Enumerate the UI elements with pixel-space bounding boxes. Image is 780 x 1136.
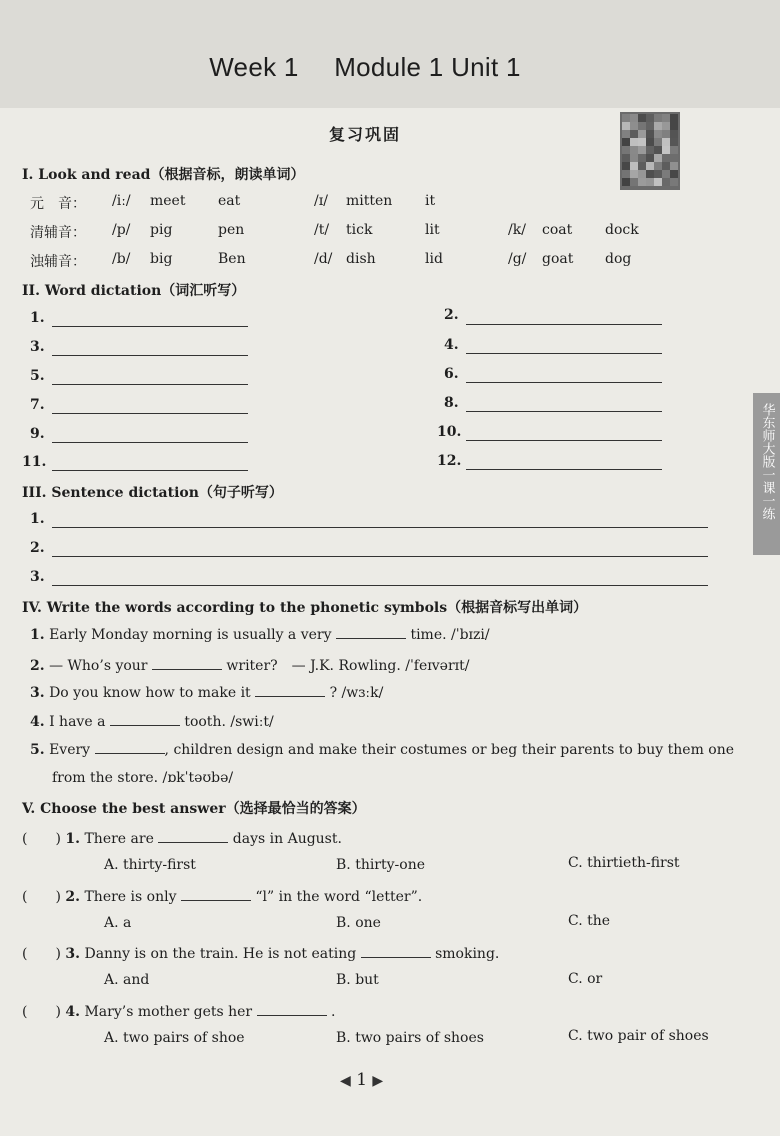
answer-line[interactable] (466, 353, 662, 354)
qr-cell (638, 170, 646, 178)
question-text: Do you know how to make it (49, 685, 251, 701)
qr-cell (622, 130, 630, 138)
dictation-number: 10. (437, 424, 462, 440)
qr-cell (654, 162, 662, 170)
qr-cell (670, 122, 678, 130)
word: coat (542, 222, 573, 238)
answer-blank[interactable] (336, 626, 406, 639)
qr-cell (646, 138, 654, 146)
question-number: 2. (30, 658, 45, 674)
answer-line[interactable] (52, 413, 248, 414)
answer-bracket[interactable]: ( ) (22, 831, 61, 847)
dictation-number: 8. (444, 395, 459, 411)
qr-cell (662, 146, 670, 154)
choice-q3 (22, 943, 499, 963)
row-label-voiceless: 清辅音： (30, 225, 86, 241)
answer-bracket[interactable]: ( ) (22, 889, 61, 905)
qr-cell (622, 154, 630, 162)
page-number (340, 1070, 383, 1090)
question-number: 1. (30, 627, 45, 643)
answer-line[interactable] (52, 355, 248, 356)
answer-line[interactable] (52, 470, 248, 471)
review-heading: 复习巩固 (328, 125, 401, 144)
qr-cell (646, 178, 654, 186)
sentence-line[interactable] (52, 527, 708, 528)
question-4-1 (30, 626, 490, 643)
option-c[interactable]: C. two pair of shoes (568, 1028, 709, 1044)
sentence-number: 1. (30, 511, 45, 527)
qr-cell (662, 162, 670, 170)
section-5-heading: V. Choose the best answer（选择最恰当的答案） (22, 801, 366, 817)
question-text: time. /ˈbɪzi/ (410, 627, 490, 643)
qr-cell (662, 178, 670, 186)
word: meet (150, 193, 186, 209)
qr-cell (638, 154, 646, 162)
choice-q4 (22, 1001, 335, 1021)
question-number: 3. (30, 685, 45, 701)
prev-page-icon: ◀ (340, 1073, 351, 1089)
answer-line[interactable] (52, 442, 248, 443)
word: goat (542, 251, 574, 267)
dictation-number: 9. (30, 426, 45, 442)
qr-cell (630, 130, 638, 138)
qr-cell (670, 170, 678, 178)
answer-line[interactable] (466, 440, 662, 441)
word: lid (425, 251, 443, 267)
phonetic-symbol: /ɪ/ (314, 193, 328, 209)
option-b[interactable]: B. two pairs of shoes (336, 1030, 484, 1046)
answer-blank (257, 1003, 327, 1016)
module-label: Module 1 Unit 1 (334, 52, 521, 82)
word: dock (605, 222, 639, 238)
word: dish (346, 251, 376, 267)
option-a[interactable]: A. two pairs of shoe (104, 1030, 245, 1046)
question-4-2 (30, 655, 469, 675)
option-b[interactable]: B. one (336, 915, 381, 931)
option-c[interactable]: C. or (568, 971, 603, 987)
qr-cell (622, 162, 630, 170)
qr-cell (622, 138, 630, 146)
qr-cell (670, 162, 678, 170)
phonetic-symbol: /d/ (314, 251, 333, 267)
qr-cell (662, 154, 670, 162)
phonetic-symbol: /t/ (314, 222, 330, 238)
phonetic-symbol: /p/ (112, 222, 131, 238)
word: dog (605, 251, 632, 267)
question-number: 4. (30, 714, 45, 730)
qr-cell (630, 114, 638, 122)
answer-line[interactable] (52, 326, 248, 327)
qr-cell (638, 130, 646, 138)
next-page-icon: ▶ (372, 1073, 384, 1089)
option-a[interactable]: A. thirty-first (104, 857, 196, 873)
question-text: smoking. (435, 946, 500, 962)
option-a[interactable]: A. and (104, 972, 150, 988)
sentence-line[interactable] (52, 556, 708, 557)
answer-line[interactable] (466, 382, 662, 383)
question-text: writer? — J.K. Rowling. /ˈfeɪvərɪt/ (226, 658, 470, 674)
qr-cell (646, 154, 654, 162)
question-number: 1. (65, 831, 81, 847)
qr-cell (638, 146, 646, 154)
question-text: , children design and make their costumes or beg their parents to buy them one (164, 742, 735, 758)
qr-cell (654, 178, 662, 186)
week-label: Week 1 (209, 52, 299, 82)
word: pig (150, 222, 173, 238)
answer-bracket[interactable]: ( ) (22, 1004, 61, 1020)
qr-cell (654, 138, 662, 146)
answer-blank (181, 888, 251, 901)
qr-cell (638, 114, 646, 122)
qr-cell (662, 122, 670, 130)
qr-cell (670, 114, 678, 122)
qr-cell (662, 170, 670, 178)
option-a[interactable]: A. a (104, 915, 132, 931)
question-text: Mary’s mother gets her (84, 1004, 253, 1020)
qr-cell (630, 138, 638, 146)
answer-blank (158, 830, 228, 843)
qr-cell (638, 138, 646, 146)
dictation-number: 7. (30, 397, 45, 413)
side-tab-label: 华东师大版一课一练 (759, 403, 775, 520)
answer-blank[interactable] (110, 713, 180, 726)
choice-q2 (22, 886, 422, 906)
qr-cell (646, 130, 654, 138)
qr-cell (646, 162, 654, 170)
dictation-number: 1. (30, 310, 45, 326)
question-4-3 (30, 684, 383, 701)
qr-cell (654, 146, 662, 154)
qr-cell (654, 154, 662, 162)
qr-cell (638, 162, 646, 170)
word: big (150, 251, 173, 267)
phonetic-symbol: /iː/ (112, 193, 131, 209)
qr-cell (646, 146, 654, 154)
question-number: 2. (65, 889, 81, 905)
qr-cell (662, 130, 670, 138)
answer-blank[interactable] (255, 684, 325, 697)
answer-blank[interactable] (152, 657, 222, 670)
qr-cell (630, 122, 638, 130)
qr-cell (662, 114, 670, 122)
row-label-voiced: 浊辅音： (30, 254, 86, 270)
answer-line[interactable] (466, 324, 662, 325)
qr-cell (646, 114, 654, 122)
dictation-number: 12. (437, 453, 462, 469)
qr-code-image (620, 112, 680, 190)
choice-q1 (22, 828, 342, 848)
page-number-value: 1 (356, 1070, 368, 1090)
section-1-heading: I. Look and read（根据音标，朗读单词） (22, 167, 305, 183)
qr-cell (622, 178, 630, 186)
answer-bracket[interactable]: ( ) (22, 946, 61, 962)
question-text: “l” in the word “letter”. (255, 889, 423, 905)
qr-cell (638, 178, 646, 186)
qr-cell (654, 114, 662, 122)
qr-cell (670, 154, 678, 162)
sentence-line[interactable] (52, 585, 708, 586)
qr-cell (630, 146, 638, 154)
dictation-number: 4. (444, 337, 459, 353)
qr-cell (670, 130, 678, 138)
question-text: There is only (84, 889, 177, 905)
question-4-5 (30, 741, 734, 758)
word: eat (218, 193, 241, 209)
qr-cell (646, 170, 654, 178)
question-text: Danny is on the train. He is not eating (84, 946, 357, 962)
sentence-number: 3. (30, 569, 45, 585)
question-text: tooth. /swiːt/ (184, 714, 274, 730)
answer-line[interactable] (466, 469, 662, 470)
dictation-number: 6. (444, 366, 459, 382)
answer-blank[interactable] (95, 741, 165, 754)
row-label-vowel: 元 音： (30, 196, 86, 212)
qr-cell (654, 170, 662, 178)
answer-blank (361, 945, 431, 958)
option-c[interactable]: C. the (568, 913, 611, 929)
question-number: 5. (30, 742, 45, 758)
question-text: — Who’s your (49, 658, 148, 674)
question-4-4 (30, 713, 274, 730)
qr-cell (646, 122, 654, 130)
dictation-number: 2. (444, 307, 459, 323)
question-text: Early Monday morning is usually a very (49, 627, 332, 643)
answer-line[interactable] (52, 384, 248, 385)
question-number: 3. (65, 946, 81, 962)
question-number: 4. (65, 1004, 81, 1020)
section-3-heading: III. Sentence dictation（句子听写） (22, 485, 283, 501)
phonetic-symbol: /k/ (508, 222, 526, 238)
dictation-number: 3. (30, 339, 45, 355)
qr-cell (622, 122, 630, 130)
answer-line[interactable] (466, 411, 662, 412)
section-4-heading: IV. Write the words according to the phonetic symbols（根据音标写出单词） (22, 600, 588, 616)
question-text: I have a (49, 714, 106, 730)
option-b[interactable]: B. but (336, 972, 379, 988)
qr-cell (654, 122, 662, 130)
word: mitten (346, 193, 393, 209)
qr-cell (630, 178, 638, 186)
word: Ben (218, 251, 246, 267)
option-c[interactable]: C. thirtieth-first (568, 855, 680, 871)
page-title (0, 52, 730, 83)
option-b[interactable]: B. thirty-one (336, 857, 425, 873)
qr-cell (622, 170, 630, 178)
dictation-number: 11. (22, 454, 47, 470)
qr-cell (654, 130, 662, 138)
word: lit (425, 222, 440, 238)
question-text: ? /wɜːk/ (329, 685, 384, 701)
qr-cell (662, 138, 670, 146)
qr-cell (638, 122, 646, 130)
question-text: days in August. (232, 831, 342, 847)
word: it (425, 193, 436, 209)
phonetic-symbol: /b/ (112, 251, 131, 267)
qr-cell (622, 146, 630, 154)
qr-cell (670, 138, 678, 146)
qr-cell (630, 170, 638, 178)
question-4-5-continued: from the store. /ɒkˈtəʊbə/ (52, 770, 234, 786)
sentence-number: 2. (30, 540, 45, 556)
question-text: Every (49, 742, 91, 758)
phonetic-symbol: /g/ (508, 251, 527, 267)
qr-cell (622, 114, 630, 122)
qr-cell (670, 178, 678, 186)
side-tab (753, 393, 780, 555)
qr-cell (670, 146, 678, 154)
section-2-heading: II. Word dictation（词汇听写） (22, 283, 246, 299)
word: pen (218, 222, 245, 238)
question-text: There are (84, 831, 154, 847)
word: tick (346, 222, 373, 238)
qr-cell (630, 162, 638, 170)
qr-cell (630, 154, 638, 162)
question-text: . (331, 1004, 336, 1020)
dictation-number: 5. (30, 368, 45, 384)
